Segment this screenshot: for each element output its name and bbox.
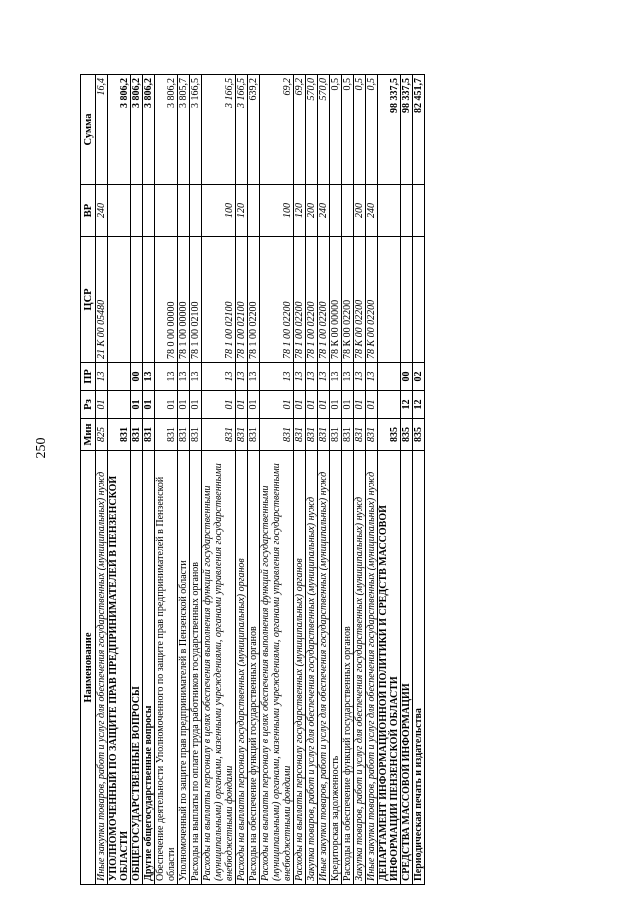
row-pr xyxy=(378,363,401,391)
row-rz: 01 xyxy=(143,391,155,419)
row-rz: 01 xyxy=(260,391,294,419)
row-min: 831 xyxy=(143,419,155,451)
table-row xyxy=(131,75,143,885)
table-row xyxy=(190,75,202,885)
table-row xyxy=(413,75,425,885)
table-row xyxy=(342,75,354,885)
row-min: 831 xyxy=(366,419,378,451)
row-name: Периодическая печать и издательства xyxy=(413,451,425,885)
table-row xyxy=(401,75,413,885)
row-name: ДЕПАРТАМЕНТ ИНФОРМАЦИОННОЙ ПОЛИТИКИ И СРЕДСТВ МАССОВОЙ ИНФОРМАЦИИ ПЕНЗЕНСКОЙ ОБЛАСТИ xyxy=(378,451,401,885)
row-pr: 13 xyxy=(96,363,108,391)
row-pr: 13 xyxy=(143,363,155,391)
row-rz: 01 xyxy=(318,391,330,419)
row-pr: 13 xyxy=(260,363,294,391)
table-row xyxy=(294,75,306,885)
row-vr: 200 xyxy=(306,185,318,237)
row-pr: 13 xyxy=(306,363,318,391)
row-vr xyxy=(155,185,178,237)
table-row xyxy=(155,75,178,885)
row-vr xyxy=(178,185,190,237)
row-csr: 78 1 00 02100 xyxy=(190,237,202,363)
row-rz: 01 xyxy=(202,391,236,419)
row-min: 831 xyxy=(236,419,248,451)
table-row xyxy=(378,75,401,885)
row-pr: 13 xyxy=(318,363,330,391)
budget-sheet xyxy=(80,75,580,885)
table-row xyxy=(143,75,155,885)
row-vr xyxy=(248,185,260,237)
row-csr: 78 1 00 02200 xyxy=(248,237,260,363)
row-vr xyxy=(131,185,143,237)
row-csr xyxy=(131,237,143,363)
row-vr: 240 xyxy=(96,185,108,237)
row-name: УПОЛНОМОЧЕННЫЙ ПО ЗАЩИТЕ ПРАВ ПРЕДПРИНИМАТЕЛЕЙ В ПЕНЗЕНСКОЙ ОБЛАСТИ xyxy=(108,451,131,885)
row-vr xyxy=(342,185,354,237)
row-sum: 570,0 xyxy=(306,75,318,185)
row-rz: 01 xyxy=(330,391,342,419)
table-row xyxy=(260,75,294,885)
header-min: Мин xyxy=(81,419,96,451)
row-rz: 01 xyxy=(155,391,178,419)
header-rz: Рз xyxy=(81,391,96,419)
row-min: 831 xyxy=(108,419,131,451)
row-csr: 78 К 00 02200 xyxy=(354,237,366,363)
row-vr xyxy=(190,185,202,237)
row-min: 835 xyxy=(401,419,413,451)
row-csr: 78 1 00 02200 xyxy=(318,237,330,363)
row-rz: 01 xyxy=(248,391,260,419)
table-body xyxy=(96,75,425,885)
row-pr: 02 xyxy=(413,363,425,391)
row-name: Закупка товаров, работ и услуг для обеспечения государственных (муниципальных) нужд xyxy=(354,451,366,885)
row-name: Расходы на обеспечение функций государственных органов xyxy=(248,451,260,885)
row-name: Кредиторская задолженность xyxy=(330,451,342,885)
row-sum: 82 451,7 xyxy=(413,75,425,185)
row-vr: 200 xyxy=(354,185,366,237)
row-sum: 0,5 xyxy=(366,75,378,185)
row-min: 831 xyxy=(318,419,330,451)
row-vr xyxy=(330,185,342,237)
row-csr: 78 1 00 02200 xyxy=(260,237,294,363)
row-pr: 13 xyxy=(330,363,342,391)
row-pr: 13 xyxy=(294,363,306,391)
budget-table xyxy=(80,74,425,885)
row-name: Иные закупки товаров, работ и услуг для обеспечения государственных (муниципальных) нужд xyxy=(96,451,108,885)
row-name: Расходы на выплаты персоналу государственных (муниципальных) органов xyxy=(294,451,306,885)
row-csr: 78 К 00 02200 xyxy=(366,237,378,363)
row-min: 835 xyxy=(413,419,425,451)
header-sum: Сумма xyxy=(81,75,96,185)
row-rz: 01 xyxy=(366,391,378,419)
row-min: 831 xyxy=(306,419,318,451)
row-csr: 78 1 00 02100 xyxy=(236,237,248,363)
table-header-row xyxy=(81,75,96,885)
row-vr xyxy=(143,185,155,237)
row-sum: 3 805,7 xyxy=(178,75,190,185)
row-sum: 639,2 xyxy=(248,75,260,185)
header-csr: ЦСР xyxy=(81,237,96,363)
row-pr: 13 xyxy=(155,363,178,391)
row-csr: 78 1 00 02100 xyxy=(202,237,236,363)
table-row xyxy=(96,75,108,885)
row-sum: 98 337,5 xyxy=(401,75,413,185)
row-sum: 3 166,5 xyxy=(236,75,248,185)
row-csr: 78 1 00 02200 xyxy=(306,237,318,363)
header-pr: ПР xyxy=(81,363,96,391)
row-sum: 69,2 xyxy=(294,75,306,185)
row-min: 831 xyxy=(354,419,366,451)
row-min: 831 xyxy=(178,419,190,451)
row-vr xyxy=(401,185,413,237)
row-rz: 12 xyxy=(413,391,425,419)
row-name: ОБЩЕГОСУДАРСТВЕННЫЕ ВОПРОСЫ xyxy=(131,451,143,885)
header-name: Наименование xyxy=(81,451,96,885)
row-rz: 01 xyxy=(178,391,190,419)
row-pr: 13 xyxy=(248,363,260,391)
row-csr: 21 К 00 05480 xyxy=(96,237,108,363)
row-sum: 3 806,2 xyxy=(143,75,155,185)
row-pr: 00 xyxy=(131,363,143,391)
row-name: Расходы на выплаты персоналу в целях обеспечения выполнения функций государственными (муниципальными) органами, казенными учреждениями, органами управления государственными внебюджетными фондами xyxy=(260,451,294,885)
table-row xyxy=(306,75,318,885)
row-rz: 01 xyxy=(236,391,248,419)
row-name: Расходы на обеспечение функций государственных органов xyxy=(342,451,354,885)
row-sum: 3 166,5 xyxy=(202,75,236,185)
row-csr: 78 0 00 00000 xyxy=(155,237,178,363)
row-min: 831 xyxy=(342,419,354,451)
row-pr: 13 xyxy=(354,363,366,391)
row-vr xyxy=(413,185,425,237)
row-sum: 98 337,5 xyxy=(378,75,401,185)
table-row xyxy=(248,75,260,885)
row-pr: 13 xyxy=(202,363,236,391)
row-min: 831 xyxy=(131,419,143,451)
row-name: СРЕДСТВА МАССОВОЙ ИНФОРМАЦИИ xyxy=(401,451,413,885)
row-csr: 78 1 00 02200 xyxy=(294,237,306,363)
row-vr: 120 xyxy=(294,185,306,237)
row-vr xyxy=(108,185,131,237)
row-csr xyxy=(413,237,425,363)
row-csr xyxy=(378,237,401,363)
row-sum: 0,5 xyxy=(354,75,366,185)
row-name: Расходы на выплаты по оплате труда работников государственных органов xyxy=(190,451,202,885)
row-name: Закупка товаров, работ и услуг для обеспечения государственных (муниципальных) нужд xyxy=(306,451,318,885)
row-rz: 01 xyxy=(96,391,108,419)
row-csr: 78 К 00 02200 xyxy=(342,237,354,363)
row-min: 831 xyxy=(330,419,342,451)
row-rz: 01 xyxy=(306,391,318,419)
row-csr xyxy=(108,237,131,363)
row-csr xyxy=(143,237,155,363)
row-name: Другие общегосударственные вопросы xyxy=(143,451,155,885)
row-pr: 13 xyxy=(236,363,248,391)
row-name: Уполномоченный по защите прав предпринимателей в Пензенской области xyxy=(178,451,190,885)
row-sum: 570,0 xyxy=(318,75,330,185)
header-vr: ВР xyxy=(81,185,96,237)
row-pr: 13 xyxy=(190,363,202,391)
row-rz xyxy=(108,391,131,419)
row-csr xyxy=(401,237,413,363)
table-row xyxy=(366,75,378,885)
table-row xyxy=(178,75,190,885)
row-rz: 12 xyxy=(401,391,413,419)
row-sum: 3 806,2 xyxy=(155,75,178,185)
page-number: 250 xyxy=(34,437,49,459)
row-vr: 100 xyxy=(202,185,236,237)
row-rz: 01 xyxy=(342,391,354,419)
row-rz: 01 xyxy=(190,391,202,419)
row-name: Расходы на выплаты персоналу государственных (муниципальных) органов xyxy=(236,451,248,885)
row-name: Обеспечение деятельности Уполномоченного по защите прав предпринимателей в Пензенской области xyxy=(155,451,178,885)
row-sum: 69,2 xyxy=(260,75,294,185)
row-rz: 01 xyxy=(354,391,366,419)
row-csr: 78 К 00 00000 xyxy=(330,237,342,363)
row-pr: 00 xyxy=(401,363,413,391)
row-pr: 13 xyxy=(178,363,190,391)
row-sum: 3 166,5 xyxy=(190,75,202,185)
row-min: 825 xyxy=(96,419,108,451)
table-row xyxy=(354,75,366,885)
row-min: 831 xyxy=(155,419,178,451)
row-sum: 16,4 xyxy=(96,75,108,185)
table-row xyxy=(330,75,342,885)
row-sum: 0,5 xyxy=(342,75,354,185)
row-rz xyxy=(378,391,401,419)
row-vr: 120 xyxy=(236,185,248,237)
row-csr: 78 1 00 00000 xyxy=(178,237,190,363)
table-row xyxy=(318,75,330,885)
row-pr: 13 xyxy=(366,363,378,391)
table-row xyxy=(236,75,248,885)
row-pr: 13 xyxy=(342,363,354,391)
row-name: Иные закупки товаров, работ и услуг для обеспечения государственных (муниципальных) нужд xyxy=(318,451,330,885)
row-min: 831 xyxy=(190,419,202,451)
row-pr xyxy=(108,363,131,391)
row-vr: 240 xyxy=(366,185,378,237)
row-sum: 0,5 xyxy=(330,75,342,185)
row-min: 831 xyxy=(202,419,236,451)
row-name: Иные закупки товаров, работ и услуг для обеспечения государственных (муниципальных) нужд xyxy=(366,451,378,885)
row-min: 831 xyxy=(260,419,294,451)
row-rz: 01 xyxy=(294,391,306,419)
row-min: 835 xyxy=(378,419,401,451)
row-sum: 3 806,2 xyxy=(131,75,143,185)
row-name: Расходы на выплаты персоналу в целях обеспечения выполнения функций государственными (муниципальными) органами, казенными учреждениями, органами управления государственными внебюджетными фондами xyxy=(202,451,236,885)
row-min: 831 xyxy=(248,419,260,451)
table-row xyxy=(108,75,131,885)
row-rz: 01 xyxy=(131,391,143,419)
row-min: 831 xyxy=(294,419,306,451)
table-row xyxy=(202,75,236,885)
row-vr: 240 xyxy=(318,185,330,237)
row-sum: 3 806,2 xyxy=(108,75,131,185)
row-vr: 100 xyxy=(260,185,294,237)
row-vr xyxy=(378,185,401,237)
